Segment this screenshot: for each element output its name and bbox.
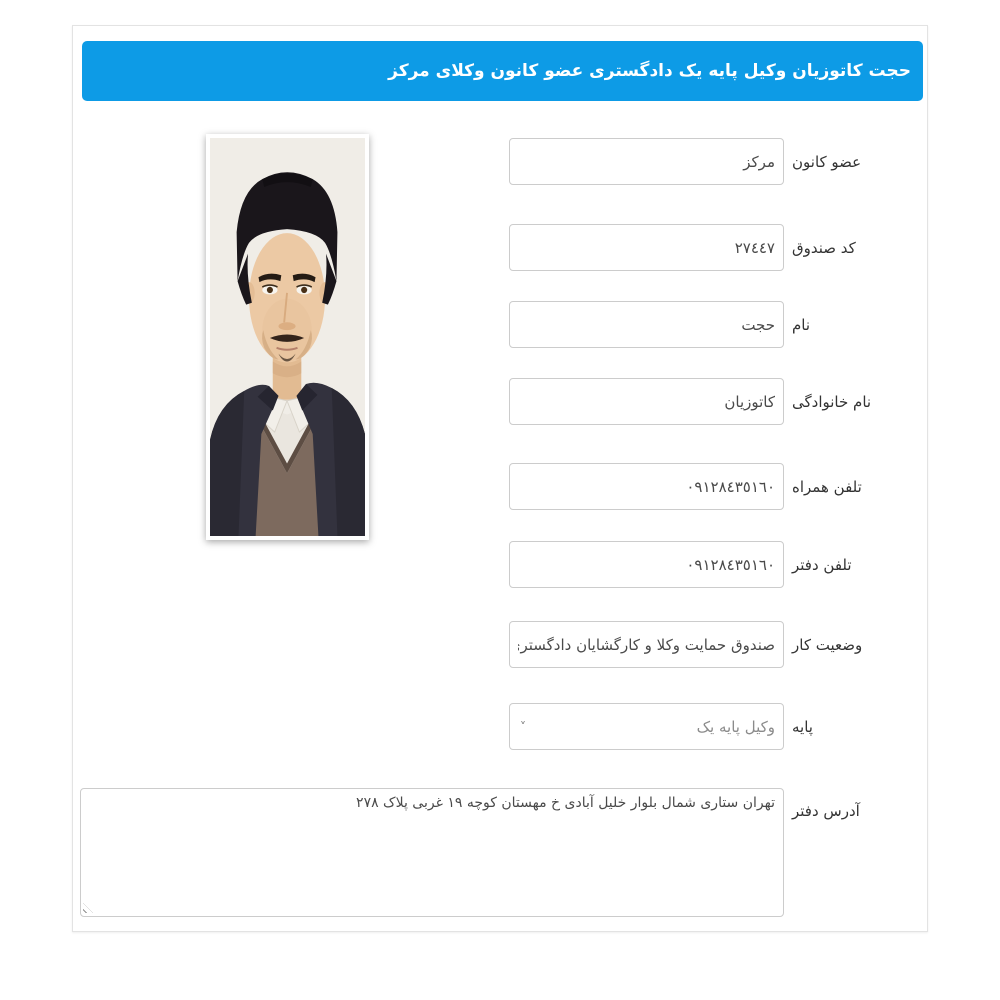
office-address-textarea[interactable] bbox=[80, 788, 784, 917]
form-row bbox=[80, 788, 860, 917]
grade-select-value: وکیل پایه یک bbox=[696, 717, 775, 736]
grade-select[interactable] bbox=[509, 703, 784, 750]
form-row bbox=[509, 703, 813, 750]
form-row bbox=[509, 463, 862, 510]
mobile-phone-input[interactable] bbox=[509, 463, 784, 510]
last-name-label: نام خانوادگی bbox=[792, 392, 872, 411]
first-name-label: نام bbox=[792, 315, 811, 334]
profile-photo bbox=[206, 134, 369, 540]
form-row bbox=[509, 621, 862, 668]
work-status-label: وضعیت کار bbox=[792, 635, 863, 654]
form-row bbox=[509, 541, 852, 588]
work-status-input[interactable] bbox=[509, 621, 784, 668]
first-name-input[interactable] bbox=[509, 301, 784, 348]
fund-code-label: کد صندوق bbox=[792, 238, 856, 257]
fund-code-input[interactable] bbox=[509, 224, 784, 271]
office-phone-input[interactable] bbox=[509, 541, 784, 588]
form-row bbox=[509, 301, 810, 348]
office-phone-label: تلفن دفتر bbox=[792, 555, 852, 574]
portrait-illustration bbox=[210, 138, 365, 536]
chevron-down-icon: ˅ bbox=[520, 719, 526, 734]
profile-card bbox=[72, 25, 928, 932]
form-row bbox=[509, 138, 861, 185]
office-address-label: آدرس دفتر bbox=[792, 802, 860, 820]
grade-label: پایه bbox=[792, 717, 813, 736]
mobile-phone-label: تلفن همراه bbox=[792, 477, 862, 496]
form-row bbox=[509, 378, 871, 425]
page-title: حجت کاتوزیان وکیل پایه یک دادگستری عضو کانون وکلای مرکز bbox=[82, 41, 923, 101]
member-center-label: عضو کانون bbox=[792, 152, 862, 171]
member-center-input[interactable] bbox=[509, 138, 784, 185]
last-name-input[interactable] bbox=[509, 378, 784, 425]
form-row bbox=[509, 224, 856, 271]
